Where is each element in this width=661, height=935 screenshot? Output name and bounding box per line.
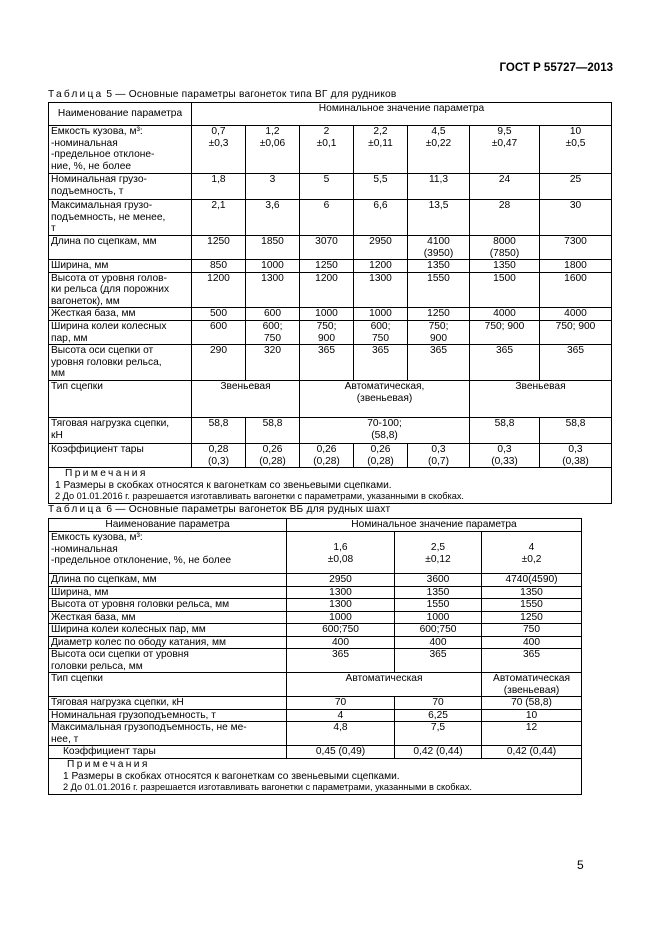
table6-coupling-c: Автоматическая (звеньевая) [482,673,582,697]
table5-cell: 365 [354,345,408,381]
table5-cell: 30 [540,200,612,236]
table6-caption-prefix: Таблица [48,504,104,515]
table6-cell: 400 [482,636,582,649]
table5-coupling-a: Звеньевая [192,381,300,418]
table6-row-label: Тяговая нагрузка сцепки, кН [49,697,287,710]
table5-cell: 5 [300,174,354,200]
table5-cell: 750; 900 [408,321,470,345]
table5-cell: 11,3 [408,174,470,200]
table5-cell: 1000 [354,308,408,321]
table6-param-header: Наименование параметра [49,519,287,532]
table5-cell: 365 [300,345,354,381]
table5-coupling-b: Автоматическая, (звеньевая) [300,381,470,418]
table5-cell: 13,5 [408,200,470,236]
table5-cell: 3 [246,174,300,200]
table6-cell: 1550 [482,599,582,612]
table5-cell: 24 [470,174,540,200]
table6-cell: 4,8 [287,722,395,746]
table5-cell: 290 [192,345,246,381]
table5-cell: 600 [246,308,300,321]
table6-cell: 1300 [287,586,395,599]
table5-cell: 1,8 [192,174,246,200]
table5-cell: 1200 [192,272,246,308]
table6-cell: 1000 [395,611,482,624]
table6-cell: 600;750 [287,624,395,637]
table6-row-label: Ширина, мм [49,586,287,599]
table5-cell: 750; 900 [300,321,354,345]
table5-tare-label: Коэффициент тары [49,444,192,468]
table5-cell: 58,8 [246,418,300,444]
table6-cell: 365 [482,649,582,673]
table6-cell: 3600 [395,574,482,587]
table5-cell: 1500 [470,272,540,308]
table5-notes-title: Примечания [65,468,148,479]
table6-cell: 1350 [395,586,482,599]
table6-cell: 1,6 ±0,08 [287,532,395,574]
document-id: ГОСТ Р 55727—2013 [499,62,613,74]
table6-cell: 12 [482,722,582,746]
table5-cell: 365 [540,345,612,381]
table6-cell: 1550 [395,599,482,612]
table5-cell: 0,3 (0,33) [470,444,540,468]
table6-caption-text: 6 — Основные параметры вагонеток ВБ для рудных шахт [106,504,391,515]
table5-cell: 58,8 [540,418,612,444]
table5-cell: 9,5 ±0,47 [470,126,540,174]
table5-cell: 500 [192,308,246,321]
table5-row-label: Ширина, мм [49,260,192,273]
table5-cell: 2,1 [192,200,246,236]
table6-cell: 750 [482,624,582,637]
table6-cell: 0,45 (0,49) [287,746,395,759]
table5-cell: 0,7 ±0,3 [192,126,246,174]
table5-cell: 1250 [408,308,470,321]
table6-row-label: Номинальная грузоподъемность, т [49,709,287,722]
table6-coupling-ab: Автоматическая [287,673,482,697]
table5-notes [49,468,612,504]
table5-cell: 6,6 [354,200,408,236]
table6-cell: 2950 [287,574,395,587]
table5-cell: 10 ±0,5 [540,126,612,174]
table6-cell: 365 [395,649,482,673]
table6-row-label: Длина по сцепкам, мм [49,574,287,587]
table5-cell: 600; 750 [246,321,300,345]
table5-cell: 750; 900 [470,321,540,345]
table6 [48,518,582,795]
table6-cell: 0,42 (0,44) [395,746,482,759]
table5-cell: 850 [192,260,246,273]
table6-cell: 70 [287,697,395,710]
table5-cell: 365 [408,345,470,381]
table5-cell: 0,3 (0,38) [540,444,612,468]
table5-row-label: Высота от уровня голов- ки рельса (для порожних вагонеток), мм [49,272,192,308]
table5-cell: 4,5 ±0,22 [408,126,470,174]
table5-cell: 58,8 [470,418,540,444]
table5-cell: 365 [470,345,540,381]
table6-cell: 400 [395,636,482,649]
table5-cell: 0,3 (0,7) [408,444,470,468]
table5-row-label: Номинальная грузо- подъемность, т [49,174,192,200]
table6-cell: 6,25 [395,709,482,722]
table5-cell: 0,26 (0,28) [354,444,408,468]
table5-cell: 8000 (7850) [470,236,540,260]
table5-cell: 4100 (3950) [408,236,470,260]
table5-row-label: Жесткая база, мм [49,308,192,321]
table5-cell: 4000 [470,308,540,321]
table5-cell: 3,6 [246,200,300,236]
table5-cell: 600; 750 [354,321,408,345]
table6-note-2: 2 До 01.01.2016 г. разрешается изготавливать вагонетки с параметрами, указанными в скобках. [63,782,472,792]
table6-cell: 10 [482,709,582,722]
table5-cell: 320 [246,345,300,381]
table5-cell: 1250 [300,260,354,273]
table6-cell: 1350 [482,586,582,599]
page-number: 5 [577,858,584,872]
table5-coupling-c: Звеньевая [470,381,612,418]
table5-row-label: Длина по сцепкам, мм [49,236,192,260]
table5-cell: 1200 [354,260,408,273]
table6-row-label: Максимальная грузоподъемность, не ме- нее, т [49,722,287,746]
table6-row-label: Диаметр колес по ободу катания, мм [49,636,287,649]
table5-coupling-label: Тип сцепки [49,381,192,418]
table6-cell: 7,5 [395,722,482,746]
table6-cell: 1300 [287,599,395,612]
table5-cell: 1800 [540,260,612,273]
table5-note-2: 2 До 01.01.2016 г. разрешается изготавливать вагонетки с параметрами, указанными в скобках. [55,491,464,501]
table6-row-label: Высота оси сцепки от уровня головки рельса, мм [49,649,287,673]
table5-cell: 1550 [408,272,470,308]
table6-tare-label: Коэффициент тары [49,746,287,759]
table6-caption [48,504,390,515]
table6-row-label: Ширина колеи колесных пар, мм [49,624,287,637]
table5-row-label: Высота оси сцепки от уровня головки рельса, мм [49,345,192,381]
table5-cell: 70-100; (58,8) [300,418,470,444]
table6-cell: 365 [287,649,395,673]
table5-caption [48,89,397,100]
table5-cell: 1000 [300,308,354,321]
table6-cell: 400 [287,636,395,649]
table6-notes [49,759,582,795]
table5-cell: 5,5 [354,174,408,200]
table6-cell: 70 [395,697,482,710]
table5-row-label: Максимальная грузо- подъемность, не менее, т [49,200,192,236]
table5-cell: 750; 900 [540,321,612,345]
table5-cell: 1200 [300,272,354,308]
table6-note-1: 1 Размеры в скобках относятся к вагонеткам со звеньевыми сцепками. [63,770,400,782]
table6-cell: 4740(4590) [482,574,582,587]
table5-cell: 4000 [540,308,612,321]
table5-cell: 1850 [246,236,300,260]
table5-cell: 0,26 (0,28) [300,444,354,468]
table5-note-1: 1 Размеры в скобках относятся к вагонеткам со звеньевыми сцепками. [55,479,392,491]
table6-values-header: Номинальное значение параметра [287,519,582,532]
table5-cell: 2 ±0,1 [300,126,354,174]
table5-cell: 2,2 ±0,11 [354,126,408,174]
table5-cell: 600 [192,321,246,345]
table5-traction-label: Тяговая нагрузка сцепки, кН [49,418,192,444]
table5-cell: 1250 [192,236,246,260]
table6-notes-title: Примечания [67,759,150,770]
table5-cell: 0,26 (0,28) [246,444,300,468]
table5-param-header: Наименование параметра [49,103,192,126]
table6-coupling-label: Тип сцепки [49,673,287,697]
table5-cell: 28 [470,200,540,236]
table5-cell: 25 [540,174,612,200]
table5-row-label: Емкость кузова, м³: -номинальная -предельное отклоне- ние, %, не более [49,126,192,174]
table5-cell: 7300 [540,236,612,260]
table6-cell: 1250 [482,611,582,624]
table5-cell: 58,8 [192,418,246,444]
table6-row-label: Высота от уровня головки рельса, мм [49,599,287,612]
table6-cell: 4 [287,709,395,722]
table5-caption-prefix: Таблица [48,89,104,100]
table6-row-label: Жесткая база, мм [49,611,287,624]
table6-cell: 4 ±0,2 [482,532,582,574]
table5-cell: 1,2 ±0,06 [246,126,300,174]
table5-cell: 1300 [246,272,300,308]
table5-cell: 1000 [246,260,300,273]
table6-cell: 1000 [287,611,395,624]
table6-cell: 70 (58,8) [482,697,582,710]
table5-caption-text: 5 — Основные параметры вагонеток типа ВГ для рудников [106,89,397,100]
table6-cell: 0,42 (0,44) [482,746,582,759]
table5-cell: 6 [300,200,354,236]
table5-cell: 2950 [354,236,408,260]
table5 [48,102,612,504]
table5-cell: 0,28 (0,3) [192,444,246,468]
table5-cell: 1300 [354,272,408,308]
table5-values-header: Номинальное значение параметра [192,103,612,126]
table5-cell: 1350 [470,260,540,273]
table6-cell: 2,5 ±0,12 [395,532,482,574]
table6-cell: 600;750 [395,624,482,637]
table6-capacity-label: Емкость кузова, м³: -номинальная -предельное отклонение, %, не более [49,532,287,574]
table5-cell: 3070 [300,236,354,260]
table5-cell: 1600 [540,272,612,308]
table5-cell: 1350 [408,260,470,273]
table5-row-label: Ширина колеи колесных пар, мм [49,321,192,345]
